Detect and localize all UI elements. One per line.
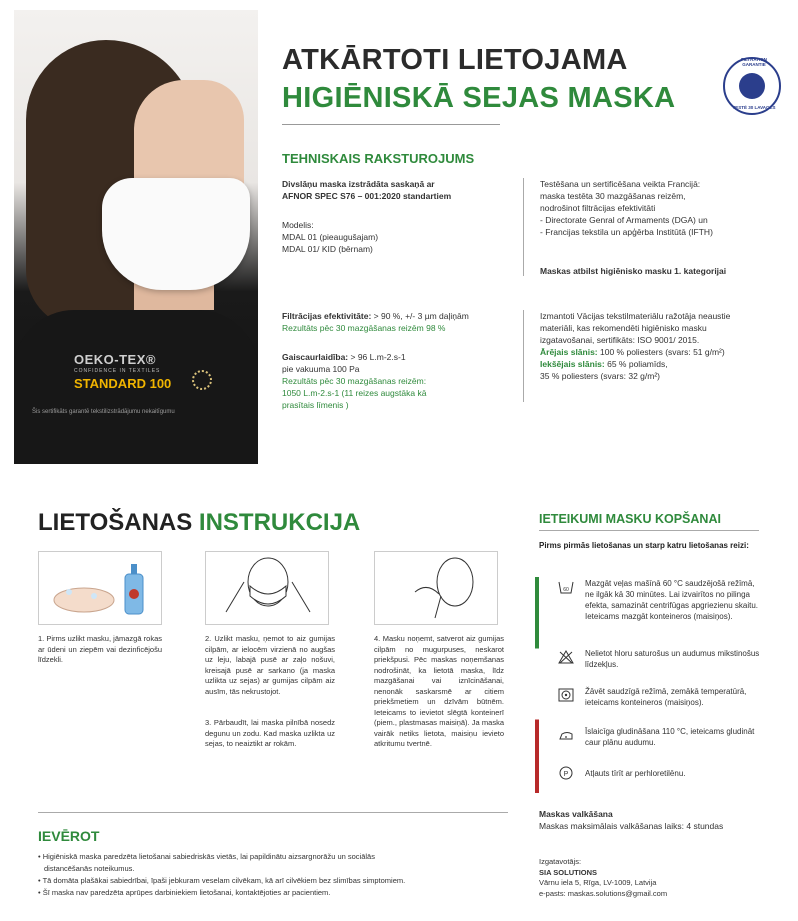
inner-label: Iekšējais slānis: [540, 359, 605, 369]
ieverot-item: • Higiēniskā maska paredzēta lietošanai sabiedriskās vietās, lai papildinātu aizsargnorāžu un sociālās [38, 852, 375, 861]
ieverot-item: distancēšanās noteikumus. [44, 864, 135, 873]
inner-layer [540, 358, 730, 370]
step3-text: 3. Pārbaudīt, lai maska pilnībā nosedz degunu un zodu. Kad maska uzlikta uz sejas, to neaiztikt ar rokām. [205, 718, 335, 748]
tech-heading: TEHNISKAIS RAKSTUROJUMS [282, 151, 475, 166]
outer-label: Ārējais slānis: [540, 347, 598, 357]
manufacturer [539, 857, 667, 899]
testing-1: Testēšana un sertificēšana veikta Francijā: [540, 179, 701, 189]
title-divider [282, 124, 500, 125]
instructions-heading-dark: LIETOŠANAS [38, 509, 193, 536]
material-1: Izmantoti Vācijas tekstilmateriālu ražotāja neaustie [540, 311, 731, 321]
dry-clean-p-icon-label: P [563, 771, 569, 778]
air-result-1: Rezultāts pēc 30 mazgāšanas reizēm: [282, 376, 427, 386]
wear-value: Maskas maksimālais valkāšanas laiks: 4 stundas [539, 821, 724, 831]
care-bleach: Nelietot hloru saturošus un audumus mikstinošus līdzekļus. [585, 649, 760, 669]
flag-bar [535, 577, 539, 793]
manufacturer-name: SIA SOLUTIONS [539, 867, 598, 877]
care-dryclean: Atļauts tīrīt ar perhloretilēnu. [585, 769, 686, 778]
inner-value: 65 % poliamīds, [604, 359, 668, 369]
dry-clean-p-icon [558, 766, 574, 780]
step4-image [374, 551, 498, 625]
models-label: Modelis: [282, 220, 314, 230]
wear-time [539, 808, 723, 832]
testing-2: maska testēta 30 mazgāšanas reizēm, [540, 191, 686, 201]
oeko-sun-icon [192, 370, 212, 390]
ieverot-item: • Tā domāta plašākai sabiedrībai, īpaši jebkuram veselam cilvēkam, kā arī cilvēkiem bez slimības simptomiem. [38, 876, 406, 885]
materials [540, 310, 730, 382]
title-line-1: ATKĀRTOTI LIETOJAMA [282, 44, 628, 76]
oeko-note: Šis sertifikāts garantē tekstilizstrādājumu nekaitīgumu [32, 409, 175, 415]
air-result-2: 1050 L.m-2.s-1 (11 reizes augstāka kā [282, 388, 427, 398]
instructions-heading [38, 509, 360, 537]
air-label: Gaiscaurlaidība: [282, 352, 349, 362]
filtration-value: > 90 %, +/- 3 µm daļiņām [371, 311, 469, 321]
testing-item-1: - Directorate Genral of Armaments (DGA) un [540, 215, 708, 225]
ieverot-divider [38, 812, 508, 813]
manufacturer-label: Izgatavotājs: [539, 857, 582, 866]
ieverot-item: • Šī maska nav paredzēta aprūpes darbiniekiem lietošanai, kontaktējoties ar pacientiem. [38, 888, 331, 897]
care-subheading: Pirms pirmās lietošanas un starp katru lietošanas reizi: [539, 541, 749, 550]
oeko-brand: OEKO-TEX® [74, 352, 156, 367]
face-mask-image [102, 178, 250, 290]
oeko-tex-label [74, 352, 171, 391]
badge-bottom-text: TESTÉ 30 LAVAGES [732, 105, 776, 110]
air-permeability [282, 351, 426, 411]
testing-item-2: - Francijas tekstila un apģērba Institūtā (IFTH) [540, 227, 713, 237]
no-bleach-icon [558, 650, 574, 664]
badge-top-text: FILTRATION GARANTIE [740, 57, 768, 67]
care-wash: Mazgāt veļas mašīnā 60 °C saudzējošā režīmā, ne ilgāk kā 30 minūtes. Lai izvairītos no pilinga efekta, samazināt centrifūgas apgriezienu skaitu. Ieteicams mazgāt konteineros (maisiņos). [585, 579, 758, 621]
tech-intro-1: Divslāņu maska izstrādāta saskaņā ar [282, 179, 435, 189]
tech-divider-1 [523, 178, 524, 276]
outer-value: 100 % poliesters (svars: 51 g/m²) [597, 347, 725, 357]
step2-image [205, 551, 329, 625]
step1-image [38, 551, 162, 625]
step2-text: 2. Uzlikt masku, ņemot to aiz gumijas cilpām, ar ielocēm virzienā no augšas uz leju, labajā pusē ar zaļo nošuvi, kreisajā pusē ar sarkano (ja maska uzlikta uz sejas) ar gumijas cilpām aiz ausīm, tās nekrustojot. [205, 634, 335, 696]
material-3: izgatavošanai, sertifikāts: ISO 9001/ 2015. [540, 335, 700, 345]
filtration-line [282, 310, 469, 322]
filtration [282, 310, 469, 334]
hero-photo [14, 10, 258, 464]
ieverot-heading: IEVĒROT [38, 828, 100, 844]
models [282, 219, 378, 255]
manufacturer-address: Vārnu iela 5, Rīga, LV-1009, Latvija [539, 878, 657, 887]
outer-layer [540, 346, 730, 358]
step4-text: 4. Masku noņemt, satverot aiz gumijas cilpām no mugurpuses, neskarot priekšpusi. Pēc maskas noņemšanas nodrošināt, ka lietotā maska, līdz mazgāšanai vai iznīcināšanai, nenonāk saskarsmē ar citiem priekšmetiem un dzīvām būtnēm. Ieteicams to ievietot slēgtā konteinerī (piem., plastmasas maisiņā). Ja maska vairāk netiks lietota, maisiņu ievieto atkritumu tvertnē. [374, 634, 504, 748]
title-line-2: HIGIĒNISKĀ SEJAS MASKA [282, 82, 676, 114]
inner-value-2: 35 % poliesters (svars: 32 g/m²) [540, 371, 660, 381]
model-adult: MDAL 01 (pieaugušajam) [282, 232, 379, 242]
air-value-2: pie vakuuma 100 Pa [282, 364, 360, 374]
material-2: materiāli, kas rekomendēti higiēnisko masku [540, 323, 707, 333]
testing [540, 178, 713, 238]
tumble-dry-icon [558, 688, 574, 702]
put-on-mask-icon [206, 552, 328, 624]
tech-intro-2: AFNOR SPEC S76 – 001:2020 standartiem [282, 191, 452, 201]
tech-divider-2 [523, 310, 524, 402]
model-kid: MDAL 01/ KID (bērnam) [282, 244, 373, 254]
care-dry: Žāvēt saudzīgā režīmā, zemākā temperatūrā, ieteicams konteineros (maisiņos). [585, 687, 747, 707]
ieverot-list [38, 851, 518, 899]
filtration-result: Rezultāts pēc 30 mazgāšanas reizēm 98 % [282, 323, 446, 333]
tech-intro [282, 178, 451, 202]
step1-text: 1. Pirms uzlikt masku, jāmazgā rokas ar ūdeni un ziepēm vai dezinficējošu līdzekli. [38, 634, 162, 664]
care-divider [539, 530, 759, 531]
manufacturer-email: e-pasts: maskas.solutions@gmail.com [539, 888, 668, 898]
air-value: > 96 L.m-2.s-1 [348, 352, 406, 362]
instructions-heading-green: INSTRUKCIJA [198, 509, 361, 536]
iron-icon [558, 728, 574, 742]
oeko-tagline: CONFIDENCE IN TEXTILES [74, 368, 161, 374]
testing-3: nodrošinot filtrācijas efektivitāti [540, 203, 656, 213]
remove-mask-icon [375, 552, 497, 624]
care-iron: Īslaicīga gludināšana 110 °C, ieteicams gludināt caur plānu audumu. [585, 727, 755, 747]
badge-mask-icon [739, 73, 765, 99]
air-line [282, 351, 426, 363]
wash-60-icon-label: 60 [563, 587, 569, 593]
category-note: Maskas atbilst higiēnisko masku 1. kategorijai [540, 266, 727, 276]
hand-wash-icon [39, 552, 161, 624]
air-result-3: prasītais līmenis ) [282, 400, 349, 410]
filtration-label: Filtrācijas efektivitāte: [282, 311, 372, 321]
care-heading: IETEIKUMI MASKU KOPŠANAI [539, 512, 721, 526]
oeko-standard: STANDARD 100 [74, 376, 172, 391]
wear-label: Maskas valkāšana [539, 809, 613, 819]
wash-60-icon [558, 580, 574, 594]
filtration-badge [723, 57, 781, 115]
